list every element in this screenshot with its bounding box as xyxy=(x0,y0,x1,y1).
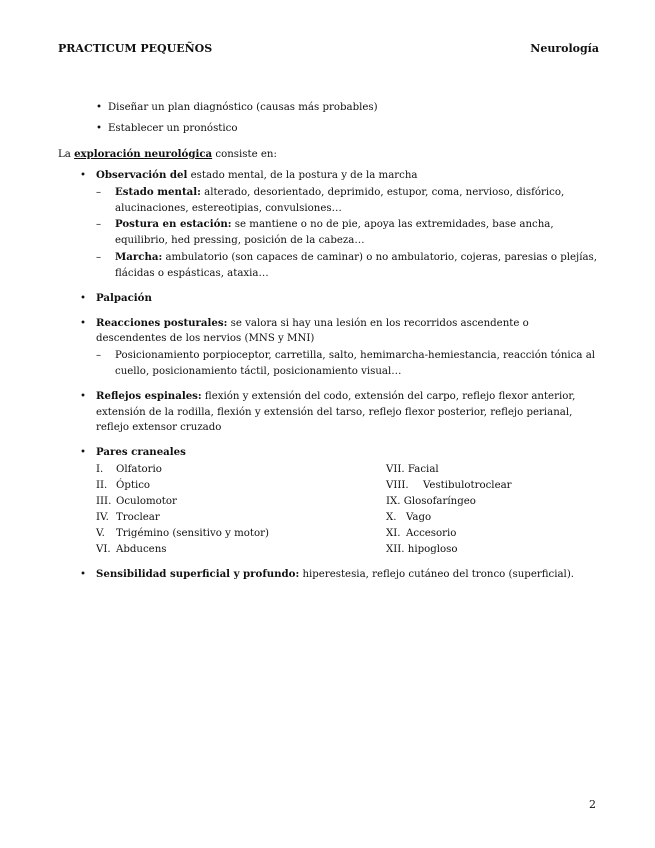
exploration-list xyxy=(80,168,600,592)
list-item xyxy=(96,185,600,217)
list-item: • Establecer un pronóstico xyxy=(96,121,596,137)
section-title: Reflejos espinales: xyxy=(96,389,202,402)
nerve-number: X. xyxy=(386,512,397,523)
nerve-number: XI. xyxy=(386,528,401,539)
nerve-number: IX. xyxy=(386,496,401,507)
section-reacciones xyxy=(80,316,600,380)
nerve-name: Glosofaríngeo xyxy=(403,496,476,507)
item-text: se mantiene o no de pie, apoya las extremidades, base ancha, equilibrio, hed pressing, posición de la cabeza… xyxy=(115,219,554,247)
section-reflejos xyxy=(80,389,600,436)
section-title: Sensibilidad superficial y profundo: xyxy=(96,568,300,580)
section-text: hiperestesia, reflejo cutáneo del tronco (superficial). xyxy=(299,569,575,580)
nerve-number: VIII. xyxy=(386,480,409,491)
nerve-row xyxy=(386,510,586,526)
intro-link: exploración neurológica xyxy=(74,148,213,160)
header-subject: Neurología xyxy=(530,42,599,55)
section-text: flexión y extensión del codo, extensión del carpo, reflejo flexor anterior, extensión de la rodilla, flexión y extensión del tarso, reflejo flexor posterior, reflejo perianal, reflejo extensor cruzado xyxy=(96,390,576,434)
nerve-row xyxy=(96,542,386,558)
nerve-name: hipogloso xyxy=(407,544,458,555)
item-label: Estado mental: xyxy=(115,185,201,198)
item-text: alterado, desorientado, deprimido, estupor, coma, nervioso, disfórico, alucinaciones, estereotipias, convulsiones… xyxy=(115,186,565,214)
list-item: • Diseñar un plan diagnóstico (causas más probables) xyxy=(96,100,596,116)
section-sensibilidad xyxy=(80,567,600,583)
section-text: estado mental, de la postura y de la marcha xyxy=(187,170,418,181)
nerve-name: Oculomotor xyxy=(116,496,177,507)
item-text: ambulatorio (son capaces de caminar) o no ambulatorio, cojeras, paresias o plejías, flácidas o espásticas, ataxia… xyxy=(115,252,597,279)
list-item xyxy=(96,250,600,282)
nerve-row xyxy=(386,462,586,478)
cranial-nerves-left xyxy=(96,462,386,558)
nerve-number: IV. xyxy=(96,512,109,523)
section-pares xyxy=(80,445,600,558)
page-number: 2 xyxy=(589,798,596,811)
item-label: Marcha: xyxy=(115,251,163,264)
nerve-number: II. xyxy=(96,480,108,491)
nerve-name: Olfatorio xyxy=(116,464,162,475)
nerve-number: VI. xyxy=(96,544,111,555)
section-palpacion xyxy=(80,291,600,307)
item-label: Postura en estación: xyxy=(115,218,232,231)
observacion-sublist xyxy=(96,185,600,282)
nerve-row xyxy=(386,478,586,494)
nerve-row xyxy=(386,526,586,542)
intro-pre: La xyxy=(58,149,75,160)
section-observacion xyxy=(80,168,600,282)
intro-post: consiste en: xyxy=(212,149,277,160)
nerve-number: XII. xyxy=(386,544,405,555)
header-title: PRACTICUM PEQUEÑOS xyxy=(58,42,213,55)
nerve-row xyxy=(96,526,386,542)
nerve-name: Accesorio xyxy=(406,528,457,539)
nerve-number: VII. xyxy=(386,464,405,475)
nerve-row xyxy=(96,510,386,526)
intro-paragraph xyxy=(58,147,277,163)
nerve-name: Vago xyxy=(406,512,432,523)
section-text: se valora si hay una lesión en los recorridos ascendente o descendentes de los nervios (MNS y MNI) xyxy=(96,317,529,345)
section-title: Palpación xyxy=(96,291,152,304)
nerve-number: V. xyxy=(96,528,105,539)
list-item xyxy=(96,217,600,249)
nerve-row xyxy=(386,542,586,558)
nerve-row xyxy=(96,494,386,510)
cranial-nerves-right xyxy=(386,462,586,558)
section-title: Reacciones posturales: xyxy=(96,316,228,329)
nerve-name: Abducens xyxy=(116,544,167,555)
objectives-list xyxy=(96,100,596,142)
cranial-nerves-grid xyxy=(96,462,600,558)
nerve-row xyxy=(96,478,386,494)
nerve-name: Trigémino (sensitivo y motor) xyxy=(116,528,269,539)
nerve-name: Vestibulotroclear xyxy=(423,480,512,491)
nerve-number: I. xyxy=(96,464,104,475)
section-title: Observación del xyxy=(96,169,188,181)
section-title: Pares craneales xyxy=(96,446,186,459)
nerve-row xyxy=(96,462,386,478)
nerve-number: III. xyxy=(96,496,112,507)
reacciones-sublist xyxy=(96,348,600,380)
nerve-name: Troclear xyxy=(116,512,160,523)
list-item: – Posicionamiento porpioceptor, carretilla, salto, hemimarcha-hemiestancia, reacción tónica al cuello, posicionamiento táctil, posicionamiento visual… xyxy=(96,348,600,380)
nerve-row xyxy=(386,494,586,510)
nerve-name: Óptico xyxy=(116,480,151,491)
nerve-name: Facial xyxy=(407,464,439,475)
